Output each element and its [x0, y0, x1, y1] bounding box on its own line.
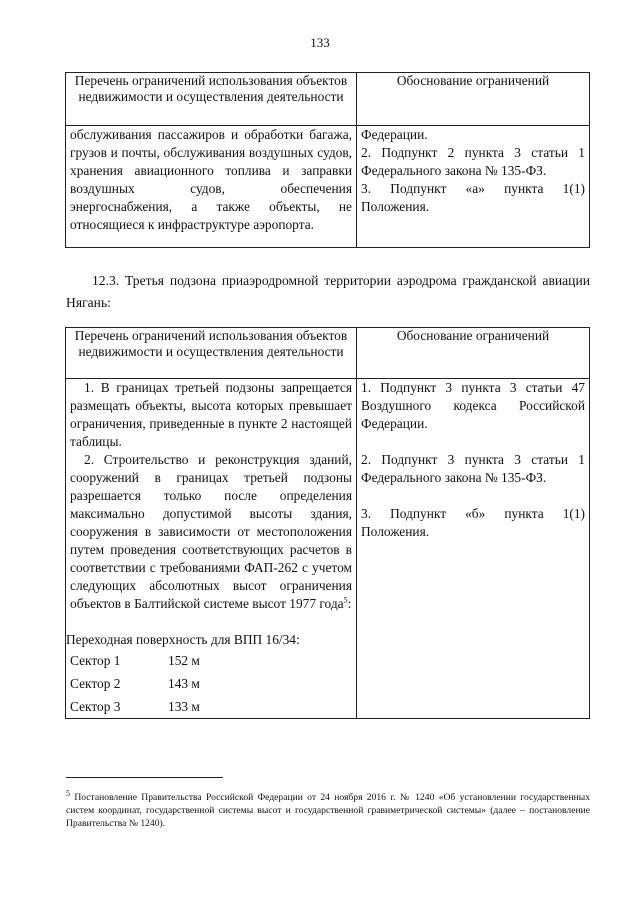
sector-row [70, 695, 352, 718]
table2-justification-3: 3. Подпункт «б» пункта 1(1) Положения. [361, 506, 585, 539]
footnote-separator [66, 777, 223, 778]
table1-justification-1: Федерации. [361, 127, 428, 142]
table1-justification-3: 3. Подпункт «а» пункта 1(1) Положения. [361, 181, 585, 214]
sector-name: Сектор 1 [70, 652, 121, 668]
table2-restriction-2 [70, 451, 352, 613]
restrictions-table-continued [65, 72, 590, 248]
sector-height: 143 м [168, 675, 200, 691]
table2-restriction-2-text: 2. Строительство и реконструкция зданий, сооружений в границах третьей подзоны разрешается только после определения максимально допустимой высоты здания, сооружения в зависимости от местоположения путем проведения соответствующих расчетов в соответствии с требованиями ФАП-262 с учетом следующих абсолютных высот ограничения объектов в Балтийской системе высот 1977 года [70, 452, 352, 611]
footnote-ref: 5 [343, 595, 348, 605]
table1-header-restrictions: Перечень ограничений использования объектов недвижимости и осуществления деятельности [66, 73, 357, 126]
table1-restrictions-cell [66, 126, 357, 248]
table2-restrictions-cell [66, 379, 357, 719]
sector-list [70, 649, 352, 718]
table2-justification-2: 2. Подпункт 3 пункта 3 статьи 1 Федерального закона № 135-ФЗ. [361, 452, 585, 485]
footnote-text: Постановление Правительства Российской Федерации от 24 ноября 2016 г. № 1240 «Об установлении государственных систем координат, государственной системы высот и государственной гравиметрической системы» (далее – постановление Правительства № 1240). [66, 792, 590, 829]
transition-surface-label: Переходная поверхность для ВПП 16/34: [66, 632, 300, 647]
table2-restriction-1: 1. В границах третьей подзоны запрещается размещать объекты, высота которых превышает ограничения, приведенные в пункте 2 настоящей таблицы. [70, 380, 352, 449]
footnote [66, 788, 590, 830]
sector-row [70, 649, 352, 672]
table2-justification-1: 1. Подпункт 3 пункта 3 статьи 47 Воздушного кодекса Российской Федерации. [361, 380, 585, 431]
table2-restriction-2-tail: : [347, 596, 352, 611]
section-paragraph: 12.3. Третья подзона приаэродромной территории аэродрома гражданской авиации Нягань: [66, 273, 590, 310]
footnote-marker: 5 [66, 788, 70, 798]
table2-header-restrictions: Перечень ограничений использования объектов недвижимости и осуществления деятельности [66, 328, 357, 379]
table1-justification-cell [357, 126, 590, 248]
table2-justification-cell [357, 379, 590, 719]
sector-height: 133 м [168, 698, 200, 714]
table1-header-justification: Обоснование ограничений [357, 73, 590, 126]
sector-row [70, 672, 352, 695]
table1-justification-2: 2. Подпункт 2 пункта 3 статьи 1 Федерального закона № 135-ФЗ. [361, 145, 585, 178]
sector-name: Сектор 3 [70, 698, 121, 714]
sector-name: Сектор 2 [70, 675, 121, 691]
sector-height: 152 м [168, 652, 200, 668]
page-number: 133 [310, 35, 330, 50]
third-subzone-table [65, 327, 590, 719]
table2-header-justification: Обоснование ограничений [357, 328, 590, 379]
table1-restrictions-text: обслуживания пассажиров и обработки багажа, грузов и почты, обслуживания воздушных судов, хранения авиационного топлива и заправки воздушных судов, обеспечения энергоснабжения, а также объекты, не относящиеся к инфраструктуре аэропорта. [70, 127, 352, 232]
